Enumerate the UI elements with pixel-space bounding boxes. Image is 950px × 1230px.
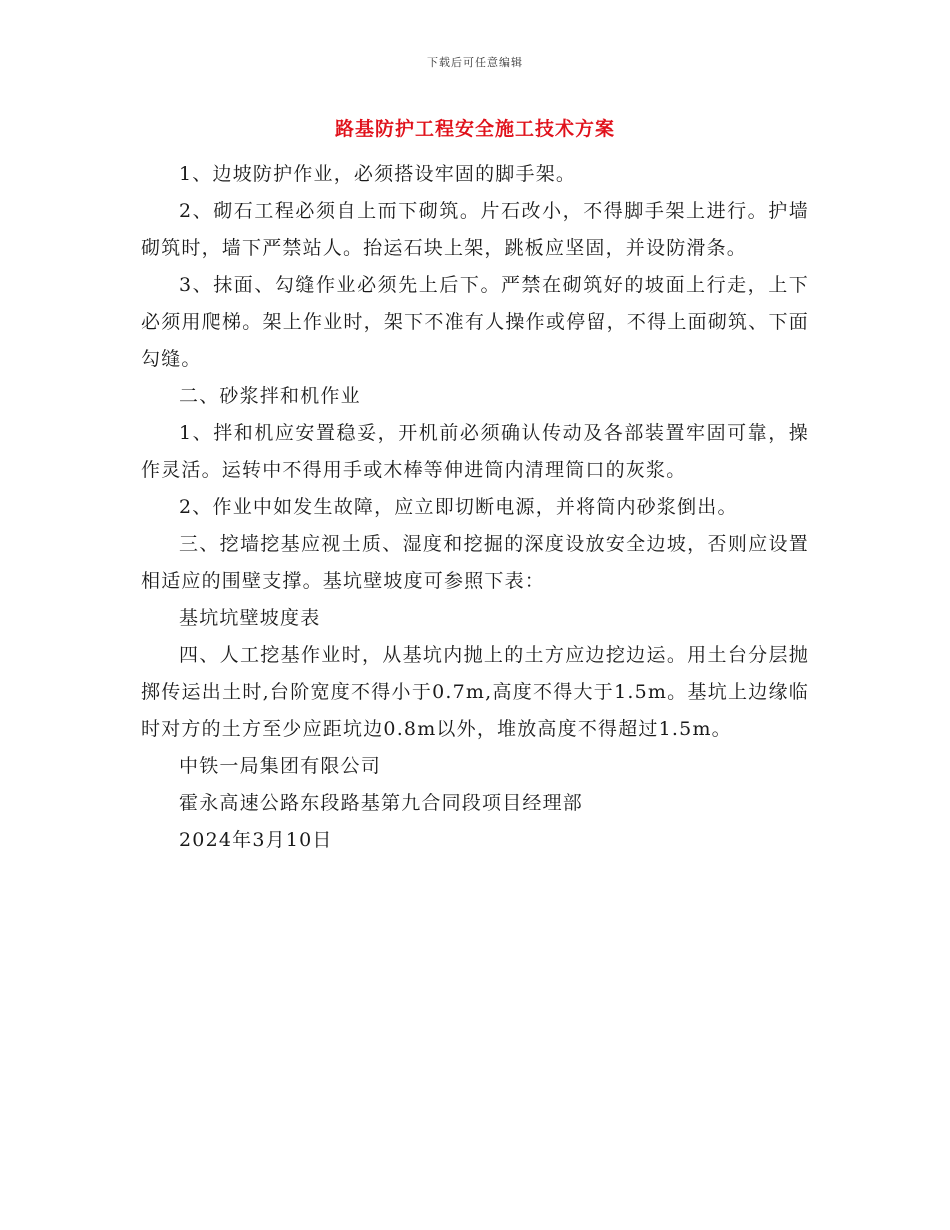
paragraph-2: 2、砌石工程必须自上而下砌筑。片石改小，不得脚手架上进行。护墙砌筑时，墙下严禁站人。抬运石块上架，跳板应坚固，并设防滑条。 bbox=[141, 200, 809, 259]
paragraph-6: 三、挖墙挖基应视土质、湿度和挖掘的深度设放安全边坡，否则应设置相适应的围壁支撑。基坑壁坡度可参照下表： bbox=[141, 533, 809, 592]
signature-date: 2024年3月10日 bbox=[179, 829, 333, 851]
header-note: 下载后可任意编辑 bbox=[427, 56, 523, 69]
signature-company: 中铁一局集团有限公司 bbox=[179, 755, 382, 777]
paragraph-4: 1、拌和机应安置稳妥，开机前必须确认传动及各部装置牢固可靠，操作灵活。运转中不得用手或木棒等伸进筒内清理筒口的灰浆。 bbox=[141, 422, 809, 481]
paragraph-5: 2、作业中如发生故障，应立即切断电源，并将筒内砂浆倒出。 bbox=[179, 496, 738, 518]
paragraph-3: 3、抹面、勾缝作业必须先上后下。严禁在砌筑好的坡面上行走，上下必须用爬梯。架上作业时，架下不准有人操作或停留，不得上面砌筑、下面勾缝。 bbox=[141, 274, 809, 370]
section-heading-mixer: 二、砂浆拌和机作业 bbox=[179, 385, 361, 407]
paragraph-7: 四、人工挖基作业时，从基坑内抛上的土方应边挖边运。用土台分层抛掷传运出土时,台阶宽度不得小于0.7m,高度不得大于1.5m。基坑上边缘临时对方的土方至少应距坑边0.8m以外，堆放高度不得超过1.5m。 bbox=[141, 644, 809, 740]
signature-department: 霍永高速公路东段路基第九合同段项目经理部 bbox=[179, 792, 584, 814]
document-body bbox=[141, 156, 809, 859]
paragraph-1: 1、边坡防护作业，必须搭设牢固的脚手架。 bbox=[179, 163, 577, 185]
table-caption: 基坑坑壁坡度表 bbox=[179, 607, 321, 629]
document-title: 路基防护工程安全施工技术方案 bbox=[334, 118, 615, 140]
